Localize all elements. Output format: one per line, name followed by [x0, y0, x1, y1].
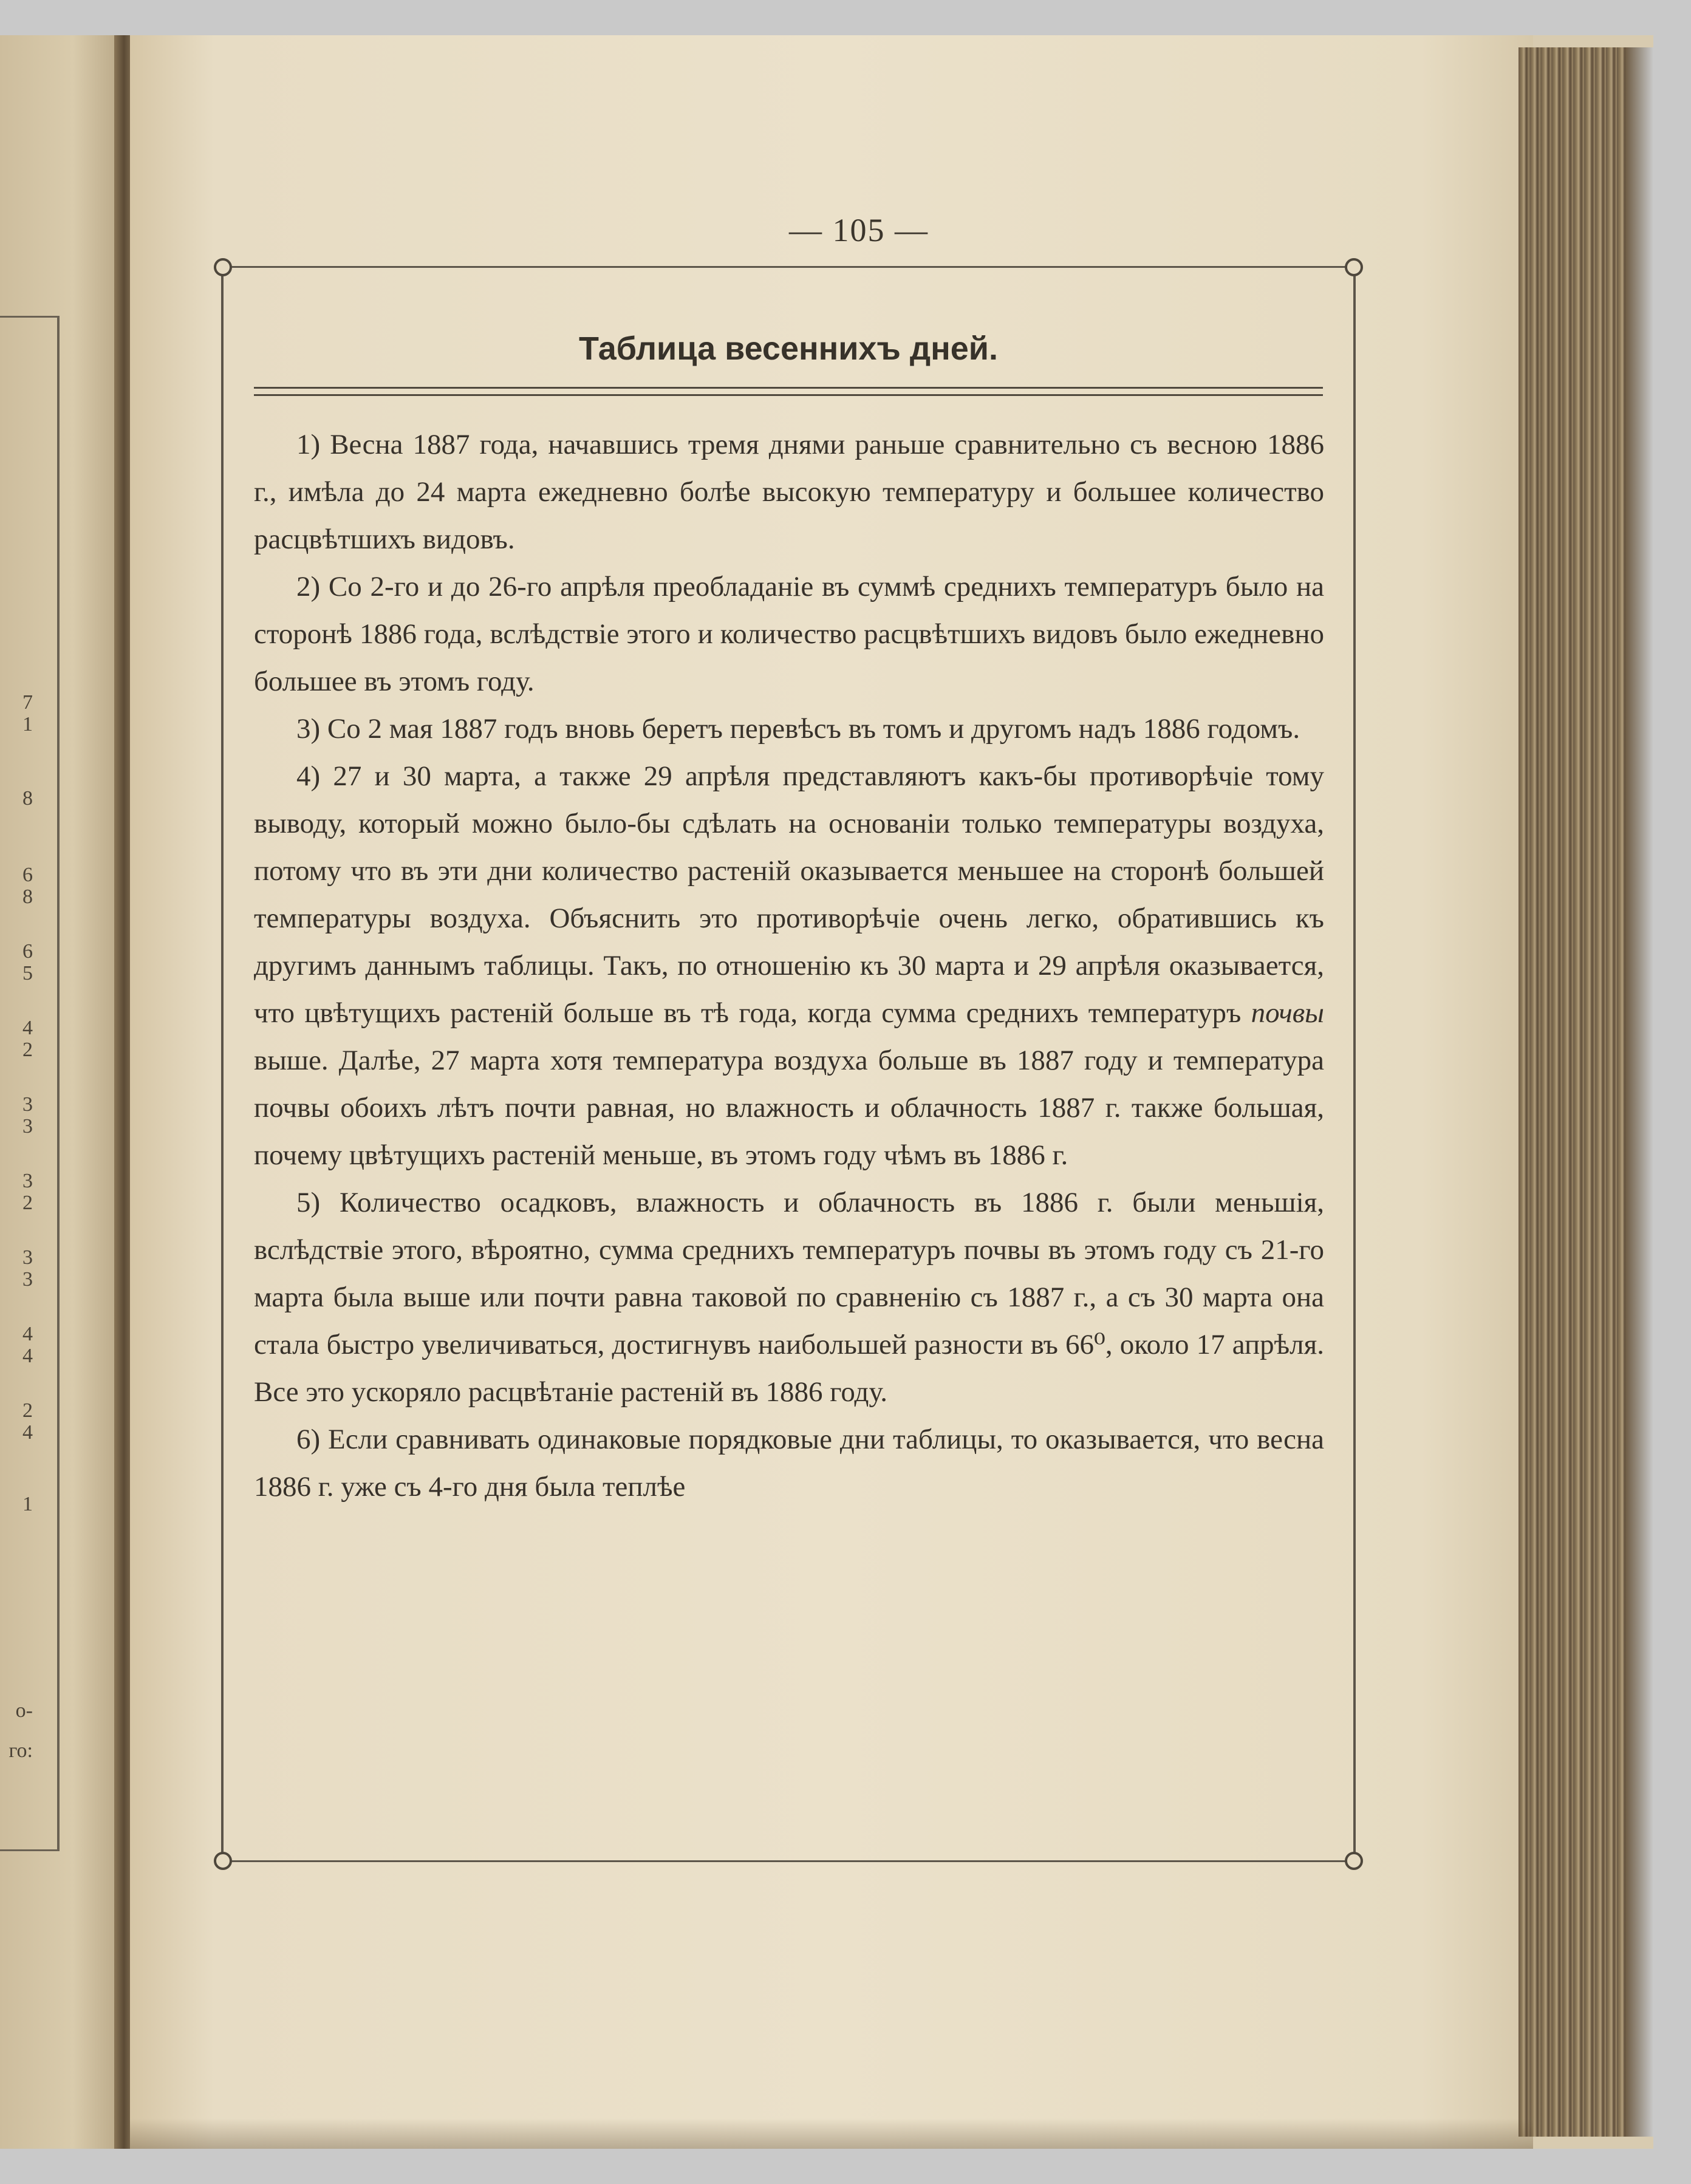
- left-mark: 3: [22, 1246, 33, 1269]
- left-mark: 5: [22, 962, 33, 985]
- left-mark: го:: [9, 1739, 33, 1762]
- paragraph-text: 2) Со 2-го и до 26-го апрѣля преобладаніе въ суммѣ среднихъ температуръ было на сторонѣ 1886 года, вслѣдствіе этого и количество расцвѣтшихъ видовъ было ежедневно большее въ этомъ году.: [254, 571, 1324, 697]
- body-text: [254, 421, 1324, 1510]
- left-mark: 7: [22, 691, 33, 714]
- left-mark: 2: [22, 1399, 33, 1422]
- frame-corner-ornament: [214, 1852, 232, 1870]
- title-rule: [254, 387, 1323, 389]
- left-mark: 6: [22, 940, 33, 963]
- left-mark: 3: [22, 1170, 33, 1192]
- left-page-margin-marks: [0, 35, 36, 2149]
- left-mark: 3: [22, 1093, 33, 1116]
- left-mark: 3: [22, 1268, 33, 1291]
- page-edges: [1518, 47, 1653, 2137]
- left-mark: 2: [22, 1039, 33, 1061]
- paragraph-text: 5) Количество осадковъ, влажность и облачность въ 1886 г. были меньшія, вслѣдствіе этого, вѣроятно, сумма среднихъ температуръ почвы въ этомъ году съ 21-го марта была выше или почти равна таковой по сравненію съ 1887 г., а съ 30 марта она стала быстро увеличиваться, достигнувъ наибольшей разности въ 66⁰, около 17 апрѣля. Все это ускоряло расцвѣтаніе растеній въ 1886 году.: [254, 1187, 1324, 1408]
- left-page: [0, 35, 121, 2149]
- left-mark: 8: [22, 886, 33, 908]
- left-mark: 6: [22, 864, 33, 886]
- paragraph-4: [254, 752, 1324, 1179]
- frame-corner-ornament: [1345, 1852, 1363, 1870]
- left-mark: 1: [22, 713, 33, 735]
- title-rule: [254, 394, 1323, 396]
- frame-corner-ornament: [1345, 258, 1363, 276]
- left-mark: 1: [22, 1493, 33, 1515]
- paragraph-text: 1) Весна 1887 года, начавшись тремя днями раньше сравнительно съ весною 1886 г., имѣла до 24 марта ежедневно болѣе высокую температуру и большее количество расцвѣтшихъ видовъ.: [254, 429, 1324, 555]
- paragraph-text: 6) Если сравнивать одинаковые порядковые дни таблицы, то оказывается, что весна 1886 г. уже съ 4-го дня была теплѣе: [254, 1424, 1324, 1503]
- frame-corner-ornament: [214, 258, 232, 276]
- left-mark: 4: [22, 1421, 33, 1444]
- left-mark: 4: [22, 1345, 33, 1367]
- italic-word: почвы: [1251, 997, 1324, 1029]
- paragraph-text: 3) Со 2 мая 1887 годъ вновь беретъ перевѣсъ въ томъ и другомъ надъ 1886 годомъ.: [296, 713, 1300, 745]
- right-page: [130, 35, 1533, 2149]
- paragraph-text: 4) 27 и 30 марта, а также 29 апрѣля представляютъ какъ-бы противорѣчіе тому выводу, который можно было-бы сдѣлать на основаніи только температуры воздуха, потому что въ эти дни количество растеній оказывается меньшее на сторонѣ большей температуры воздуха. Объяснить это противорѣчіе очень легко, обратившись къ другимъ даннымъ таблицы. Такъ, по отношенію къ 30 марта и 29 апрѣля оказывается, что цвѣтущихъ растеній больше въ тѣ года, когда сумма среднихъ температуръ: [254, 760, 1324, 1029]
- paragraph-text: выше. Далѣе, 27 марта хотя температура воздуха больше въ 1887 году и температура почвы обоихъ лѣтъ почти равная, но влажность и облачность 1887 г. также большая, почему цвѣтущихъ растеній меньше, въ этомъ году чѣмъ въ 1886 г.: [254, 1045, 1324, 1171]
- page-bottom-wear: [130, 2118, 1533, 2149]
- paragraph-6: [254, 1416, 1324, 1510]
- paragraph-3: [254, 705, 1324, 752]
- left-mark: 2: [22, 1192, 33, 1214]
- paragraph-5: [254, 1179, 1324, 1416]
- left-mark: о-: [15, 1699, 33, 1722]
- text-frame: [221, 266, 1356, 1862]
- left-mark: 4: [22, 1017, 33, 1039]
- page-title: Таблица весеннихъ дней.: [579, 330, 998, 367]
- paragraph-1: [254, 421, 1324, 563]
- paragraph-2: [254, 563, 1324, 705]
- book-scan: [0, 35, 1653, 2149]
- page-number: — 105 —: [789, 212, 929, 248]
- left-mark: 4: [22, 1323, 33, 1345]
- left-mark: 3: [22, 1115, 33, 1138]
- left-mark: 8: [22, 787, 33, 810]
